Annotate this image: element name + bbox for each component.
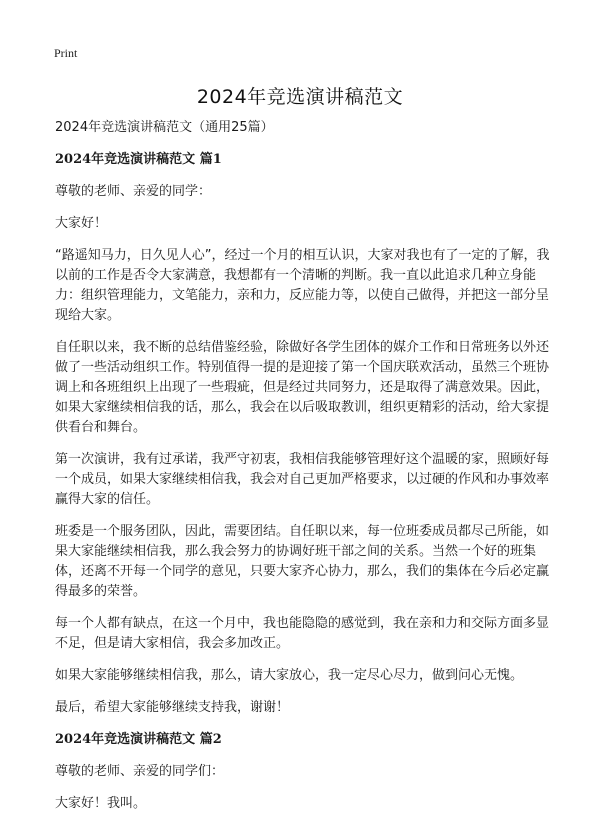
body-paragraph: 如果大家能够继续相信我，那么，请大家放心，我一定尽心尽力，做到问心无愧。: [55, 668, 524, 683]
document-body: [55, 118, 551, 826]
section-heading: 2024年竞选演讲稿范文 篇1: [55, 152, 222, 167]
page-title: 2024年竞选演讲稿范文: [196, 86, 404, 108]
greeting: 大家好！我叫。: [55, 796, 147, 811]
salutation: 尊敬的老师、亲爱的同学：: [55, 184, 212, 199]
document-subtitle: 2024年竞选演讲稿范文（通用25篇）: [55, 120, 274, 135]
body-paragraph: 班委是一个服务团队，因此，需要团结。自任职以来，每一位班委成员都尽己所能，如果大家能继续相信我，那么我会努力的协调好班干部之间的关系。当然一个好的班集体，还离不开每一个同学的意见，只要大家齐心协力，那么，我们的集体在今后必定赢得最多的荣誉。: [55, 524, 550, 599]
speech-section-1: [55, 150, 551, 718]
body-paragraph: “路遥知马力，日久见人心”，经过一个月的相互认识，大家对我也有了一定的了解，我以前的工作是否令大家满意，我想都有一个清晰的判断。我一直以此追求几种立身能力：组织管理能力，文笔能力，亲和力，反应能力等，以使自己做得，并把这一部分呈现给大家。: [55, 248, 550, 323]
body-paragraph: 自任职以来，我不断的总结借鉴经验，除做好各学生团体的媒介工作和日常班务以外还做了一些活动组织工作。特别值得一提的是迎接了第一个国庆联欢活动，虽然三个班协调上和各班组织上出现了一些瑕疵，但是经过共同努力，还是取得了满意效果。因此，如果大家继续相信我的话，那么，我会在以后吸取教训，组织更精彩的活动，给大家提供看台和舞台。: [55, 340, 550, 435]
body-paragraph: 第一次演讲，我有过承诺，我严守初衷，我相信我能够管理好这个温暖的家，照顾好每一个成员，如果大家继续相信我，我会对自己更加严格要求，以过硬的作风和办事效率赢得大家的信任。: [55, 452, 550, 507]
print-label: Print: [54, 46, 78, 60]
speech-section-2: [55, 730, 551, 814]
body-paragraph: 每一个人都有缺点，在这一个月中，我也能隐隐的感觉到，我在亲和力和交际方面多显不足，但是请大家相信，我会多加改正。: [55, 616, 550, 651]
salutation: 尊敬的老师、亲爱的同学们：: [55, 764, 225, 779]
greeting: 大家好！: [55, 216, 108, 231]
closing-paragraph: 最后，希望大家能够继续支持我，谢谢！: [55, 700, 290, 715]
section-heading: 2024年竞选演讲稿范文 篇2: [55, 732, 222, 747]
